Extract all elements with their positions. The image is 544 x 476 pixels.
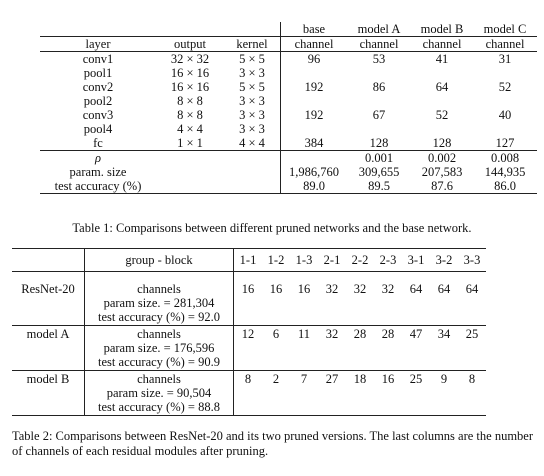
table-2-channel-cell: 25 xyxy=(458,326,486,371)
table-1-cell: 8 × 8 xyxy=(177,108,203,122)
table-1-cell: conv1 xyxy=(82,52,114,66)
table-1-cell: 16 × 16 xyxy=(170,66,210,80)
table-1-cell xyxy=(224,151,281,166)
table-1-cell: channel xyxy=(281,37,348,52)
table-2-channel-cell: 32 xyxy=(318,272,346,326)
table-1-row xyxy=(40,80,537,94)
table-1-cell xyxy=(281,66,348,80)
table-1-cell xyxy=(347,122,411,136)
table-2-block-header: 2-2 xyxy=(346,249,374,272)
table-1-cell: 89.5 xyxy=(347,179,411,194)
table-1-cell: 144,935 xyxy=(484,165,526,179)
table-1-cell: 53 xyxy=(372,52,386,66)
table-2-desc-line: param size. = 176,596 xyxy=(103,341,215,355)
table-2-channel-cell: 7 xyxy=(290,371,318,416)
table-2-block-header: 3-1 xyxy=(402,249,430,272)
table-2-model-row xyxy=(12,371,486,416)
table-1-cell: pool4 xyxy=(83,122,113,136)
table-2-channel-cell: 12 xyxy=(234,326,263,371)
table-1-cell: 16 × 16 xyxy=(170,80,210,94)
table-2-channel-cell: 32 xyxy=(346,272,374,326)
table-2-channel-cell: 32 xyxy=(318,326,346,371)
table-1-cell: 0.001 xyxy=(364,151,394,165)
table-2-model-name: model A xyxy=(12,326,85,371)
table-1-cell: 96 xyxy=(307,52,321,66)
table-1-cell xyxy=(224,179,281,194)
table-2-channel-cell: 64 xyxy=(402,272,430,326)
table-1-cell xyxy=(347,94,411,108)
table-1-cell: ρ xyxy=(95,151,101,165)
table-1-cell: 87.6 xyxy=(411,179,473,194)
table-1-row xyxy=(40,136,537,151)
table-1-cell: 32 × 32 xyxy=(170,52,210,66)
table-2-block-header: 3-2 xyxy=(430,249,458,272)
table-2-block-header: 2-3 xyxy=(374,249,402,272)
table-1-cell xyxy=(40,22,156,37)
table-1-cell: channel xyxy=(473,37,537,52)
table-2-channel-cell: 34 xyxy=(430,326,458,371)
table-2-channel-cell: 64 xyxy=(430,272,458,326)
table-2-desc-line: channels xyxy=(137,282,181,296)
table-2-channel-cell: 47 xyxy=(402,326,430,371)
table-2-channel-cell: 18 xyxy=(346,371,374,416)
table-2-channel-cell: 28 xyxy=(346,326,374,371)
table-1-cell: 64 xyxy=(435,80,449,94)
table-1-cell: param. size xyxy=(69,165,127,179)
table-2-header-row xyxy=(12,249,486,272)
table-1-cell xyxy=(156,22,224,37)
table-1-cell: pool1 xyxy=(83,66,113,80)
table-2 xyxy=(12,248,486,416)
table-2-header-empty xyxy=(12,249,85,272)
table-2-channel-cell: 16 xyxy=(290,272,318,326)
table-1-cell: 3 × 3 xyxy=(224,66,281,80)
table-2-desc-line: param size. = 281,304 xyxy=(103,296,215,310)
table-1-cell: pool2 xyxy=(83,94,113,108)
table-2-channel-cell: 9 xyxy=(430,371,458,416)
table-1-cell xyxy=(156,151,224,166)
table-1-cell: 0.002 xyxy=(427,151,457,165)
table-1-cell xyxy=(281,122,348,136)
table-2-channel-cell: 27 xyxy=(318,371,346,416)
table-1-cell: fc xyxy=(40,136,156,151)
table-2-model-row xyxy=(12,272,486,326)
table-2-model-name: model B xyxy=(12,371,85,416)
table-1-cell: layer xyxy=(40,37,156,52)
table-1-cell: 192 xyxy=(304,108,324,122)
table-2-caption: Table 2: Comparisons between ResNet-20 and its two pruned versions. The last columns are the number of channels of each residual modules after pruning. xyxy=(12,429,534,458)
table-1-cell: 40 xyxy=(498,108,512,122)
table-1-cell: model B xyxy=(411,22,473,37)
table-1-cell: 89.0 xyxy=(281,179,348,194)
table-2-channel-cell: 64 xyxy=(458,272,486,326)
table-2-model-name: ResNet-20 xyxy=(12,272,85,326)
table-2-block-header: 1-2 xyxy=(262,249,290,272)
table-1-row xyxy=(40,52,537,67)
table-1-cell xyxy=(156,165,224,179)
table-1-cell: 3 × 3 xyxy=(224,108,281,122)
table-1-cell: 4 × 4 xyxy=(177,122,203,136)
table-1-cell: channel xyxy=(347,37,411,52)
table-2-channel-cell: 16 xyxy=(234,272,263,326)
table-1-cell: base xyxy=(281,22,348,37)
table-2-block-header: 1-1 xyxy=(234,249,263,272)
table-1-cell: 8 × 8 xyxy=(177,94,203,108)
table-2-channel-cell: 6 xyxy=(262,326,290,371)
table-1-cell: conv2 xyxy=(82,80,114,94)
table-1-cell: 5 × 5 xyxy=(224,52,281,67)
table-2-desc-line: channels xyxy=(137,327,181,341)
table-1-cell xyxy=(281,94,348,108)
table-1-cell: 86.0 xyxy=(473,179,537,194)
table-1-row xyxy=(40,108,537,122)
table-1-cell: 3 × 3 xyxy=(224,122,281,136)
table-2-channel-cell: 25 xyxy=(402,371,430,416)
table-2-model-desc xyxy=(85,326,234,371)
table-1-cell xyxy=(224,165,281,179)
table-2-channel-cell: 2 xyxy=(262,371,290,416)
table-1-caption: Table 1: Comparisons between different pruned networks and the base network. xyxy=(72,221,472,235)
table-1-row xyxy=(40,66,537,80)
table-2-channel-cell: 16 xyxy=(262,272,290,326)
table-2-desc-line: param size. = 90,504 xyxy=(106,386,212,400)
table-2-channel-cell: 16 xyxy=(374,371,402,416)
table-2-channel-cell: 8 xyxy=(458,371,486,416)
table-1-cell: 4 × 4 xyxy=(224,136,281,151)
table-1-cell xyxy=(224,22,281,37)
table-1-cell: test accuracy (%) xyxy=(40,179,156,194)
table-1-cell xyxy=(473,66,537,80)
table-1-row xyxy=(40,122,537,136)
table-2-block-header: 2-1 xyxy=(318,249,346,272)
table-1-row xyxy=(40,37,537,52)
table-1-cell: 207,583 xyxy=(421,165,463,179)
table-1-cell: 52 xyxy=(498,80,512,94)
table-1-cell xyxy=(473,94,537,108)
table-1-cell: 192 xyxy=(304,80,324,94)
table-1-cell: 67 xyxy=(372,108,386,122)
table-2-header-desc: group - block xyxy=(85,249,234,272)
table-1-row xyxy=(40,22,537,37)
table-1-cell: 31 xyxy=(498,52,512,66)
table-1-row xyxy=(40,94,537,108)
table-2-block-header: 3-3 xyxy=(458,249,486,272)
table-1-cell: 127 xyxy=(473,136,537,151)
table-1-cell: 309,655 xyxy=(358,165,400,179)
table-1-cell: 384 xyxy=(281,136,348,151)
table-1-cell xyxy=(411,66,473,80)
table-1-cell: channel xyxy=(411,37,473,52)
table-1-cell: output xyxy=(156,37,224,52)
table-1-cell xyxy=(473,122,537,136)
table-2-channel-cell: 28 xyxy=(374,326,402,371)
table-2-desc-line: channels xyxy=(137,372,181,386)
table-2-channel-cell: 8 xyxy=(234,371,263,416)
table-1-cell: 1 × 1 xyxy=(156,136,224,151)
table-1-cell: kernel xyxy=(224,37,281,52)
table-2-channel-cell: 32 xyxy=(374,272,402,326)
table-1-cell xyxy=(281,151,348,166)
table-1-cell: 41 xyxy=(435,52,449,66)
table-1-cell: 52 xyxy=(435,108,449,122)
table-1-cell xyxy=(347,66,411,80)
table-2-channel-cell: 11 xyxy=(290,326,318,371)
table-2-block-header: 1-3 xyxy=(290,249,318,272)
table-1-cell xyxy=(156,179,224,194)
table-1-cell: 0.008 xyxy=(490,151,520,165)
table-1-row xyxy=(40,179,537,194)
table-1-cell: 3 × 3 xyxy=(224,94,281,108)
table-2-desc-line: test accuracy (%) = 88.8 xyxy=(98,400,220,414)
table-2-model-desc xyxy=(85,272,234,326)
table-1-cell: conv3 xyxy=(82,108,114,122)
table-1-cell xyxy=(411,94,473,108)
table-2-model-desc xyxy=(85,371,234,416)
table-2-desc-line: test accuracy (%) = 90.9 xyxy=(98,355,220,369)
table-1-cell: 86 xyxy=(372,80,386,94)
table-2-desc-line: test accuracy (%) = 92.0 xyxy=(98,310,220,324)
table-1-cell: 5 × 5 xyxy=(224,80,281,94)
table-1-cell: 128 xyxy=(411,136,473,151)
table-1-row xyxy=(40,165,537,179)
table-2-model-row xyxy=(12,326,486,371)
table-1-cell: model C xyxy=(473,22,537,37)
table-1-row xyxy=(40,151,537,166)
table-1 xyxy=(40,22,537,194)
table-1-cell: 1,986,760 xyxy=(289,165,339,179)
table-1-cell: model A xyxy=(347,22,411,37)
table-1-cell xyxy=(411,122,473,136)
table-1-cell: 128 xyxy=(347,136,411,151)
